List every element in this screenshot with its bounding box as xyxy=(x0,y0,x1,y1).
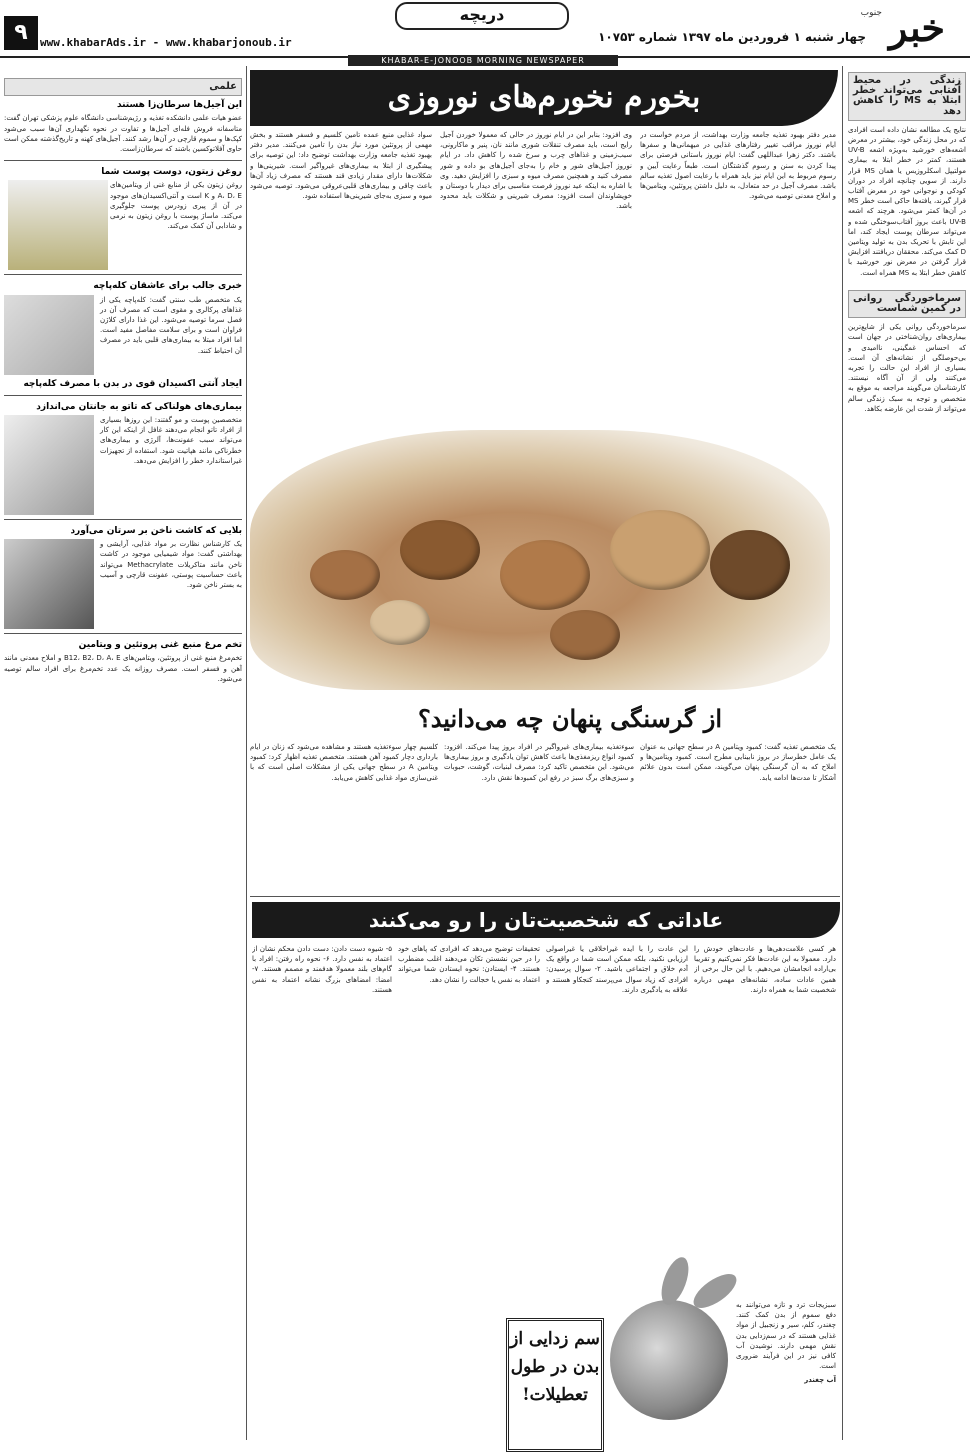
nowruz-col-3-text: سواد غذایی منبع عمده تامین کلسیم و فسفر هستند و بخش مهمی از پروتئین مورد نیاز بدن را تامین می‌کنند. مدیر دفتر بهبود تغذیه جامعه وزارت بهداشت توضیح داد: این توصیه برای پیشگیری از ابتلا به بیماری‌های غیرواگیر است. شیرینی‌ها و شکلات‌ها دارای مقدار زیادی قند هستند که مصرف زیاد آن‌ها باعث چاقی و بیماری‌های قلبی‌عروقی می‌شود. توصیه می‌شود میوه و سبزی به‌جای شیرینی‌ها استفاده شود. xyxy=(250,131,432,201)
hunger-col-1 xyxy=(640,742,836,892)
page-number: ۹ xyxy=(4,16,38,50)
divider xyxy=(4,160,242,161)
kalepache-photo xyxy=(4,295,94,375)
masthead xyxy=(0,0,970,58)
hunger-col-3-text: کلسیم چهار سوءتغذیه هستند و مشاهده می‌شود که زنان در ایام بارداری دچار کمبود آهن هستند. متخصص تغذیه اظهار کرد: کمبود ویتامین A در سطح جهانی یکی از مشکلات اصلی است که با غنی‌سازی مواد غذایی کاهش می‌یابد. xyxy=(250,743,438,782)
hunger-col-1-text: یک متخصص تغذیه گفت: کمبود ویتامین A در سطح جهانی به عنوان یک عامل خطرساز در بروز نابینایی مطرح است. کمبود ویتامین‌ها و املاح که به آن گرسنگی پنهان می‌گویند، ممکن است بدون علائم آشکار تا مدت‌ها ادامه یابد. xyxy=(640,743,836,782)
depression-headline: سرماخوردگی روانی در کمین شماست xyxy=(848,290,966,318)
habits-col-1 xyxy=(694,944,836,1294)
egg-headline: تخم مرغ منبع غنی پروتئین و ویتامین xyxy=(78,640,242,651)
website-urls[interactable]: www.khabarAds.ir - www.khabarjonoub.ir xyxy=(40,36,292,49)
date-line: چهار شنبه ۱ فروردین ماه ۱۳۹۷ شماره ۱۰۷۵۳ xyxy=(598,30,866,44)
tattoo-headline: بیماری‌های هولناکی که تاتو به جانتان می‌اندازد xyxy=(36,401,242,412)
habits-col-4 xyxy=(252,944,392,1294)
nut-shape xyxy=(310,550,380,600)
divider xyxy=(4,395,242,396)
ms-headline: زندگی در محیط آفتابی می‌تواند خطر ابتلا به MS را کاهش دهد xyxy=(848,72,966,121)
detox-title-box: سم زدایی از بدن در طول تعطیلات! xyxy=(506,1318,604,1452)
hunger-col-2 xyxy=(444,742,634,892)
nut-shape xyxy=(610,510,710,590)
detox-body xyxy=(736,1300,836,1440)
nut-shape xyxy=(500,540,590,610)
kalepache-headline: خبری جالب برای عاشقان کله‌پاچه xyxy=(93,281,242,292)
right-column-divider xyxy=(842,66,843,1440)
habits-col-3 xyxy=(398,944,540,1294)
ms-body: نتایج یک مطالعه نشان داده است افرادی که در محل زندگی خود، بیشتر در معرض اشعه‌های خورشید به‌ویژه اشعه UV-B هستند، کمتر در خطر ابتلا به بیماری مولتیپل اسکلروزیس یا همان MS قرار دارند. از سویی چنانچه افراد در دوران کودکی و نوجوانی خود در معرض آفتاب قرار گیرند، یافته‌ها حاکی است خطر MS در آن‌ها کمتر می‌شود. هرچند که اشعه UV-B باعث بروز آفتاب‌سوختگی شده و می‌تواند سرطان پوست ایجاد کند، اما این تابش با تحریک بدن به تولید ویتامین D کمک می‌کند. محققان دریافتند افزایش قرار گرفتن در معرض نور خورشید با کاهش خطر ابتلا به MS همراه است. xyxy=(848,125,966,277)
divider xyxy=(4,633,242,634)
divider xyxy=(4,519,242,520)
antioxidant-subhead: ایجاد آنتی اکسیدان قوی در بدن با مصرف کله‌پاچه xyxy=(23,378,242,389)
divider xyxy=(4,274,242,275)
left-column xyxy=(4,76,242,1440)
habits-col-1-text: هر کسی علامت‌دهی‌ها و عادت‌های خودش را دارد. معمولا به این عادت‌ها فکر نمی‌کنیم و تقریبا بی‌اراده انجامشان می‌دهیم. با این حال برخی از همین عادات ساده، نشانه‌های مهمی درباره شخصیت شما به همراه دارند. xyxy=(694,945,836,994)
nowruz-col-2 xyxy=(440,130,632,430)
depression-body: سرماخوردگی روانی یکی از شایع‌ترین بیماری‌های روان‌شناختی در جهان است که احساس غمگینی، ناامیدی و بی‌حوصلگی از نشانه‌های آن است. بسیاری از افراد این حالت را تجربه می‌کنند ولی از آن آگاه نیستند. کارشناسان می‌گویند مراجعه به موقع به متخصص و توجه به سبک زندگی سالم می‌تواند از شدت این عارضه بکاهد. xyxy=(848,323,966,413)
nuts-cancer-body: عضو هیات علمی دانشکده تغذیه و رژیم‌شناسی دانشگاه علوم پزشکی تهران گفت: متاسفانه فروش فله‌ای آجیل‌ها و تفاوت در نحوه نگهداری آن‌ها سبب می‌شود کپک‌ها و سموم قارچی در آن‌ها رشد کنند. آجیل‌های کهنه و تاریخ‌گذشته ممکن است حاوی آفلاتوکسین باشند که سرطان‌زاست. xyxy=(4,114,242,154)
egg-body: تخم‌مرغ منبع غنی از پروتئین، ویتامین‌های B12، B2، D، A، E و املاح معدنی مانند آهن و فسفر است. مصرف روزانه یک عدد تخم‌مرغ برای افراد سالم توصیه می‌شود. xyxy=(4,654,242,683)
olive-oil-headline: روغن زیتون، دوست پوست شما xyxy=(101,167,242,178)
tagline: KHABAR-E-JONOOB MORNING NEWSPAPER xyxy=(348,55,618,66)
habits-col-2-text: این عادت را با ایده غیراخلاقی یا غیراصولی ارزیابی نکنید، بلکه ممکن است شما در واقع یک آدم خلاق و اجتماعی باشید. ۲- سوال پرسیدن: افرادی که زیاد سوال می‌پرسند کنجکاو هستند و علاقه به یادگیری دارند. xyxy=(546,945,688,994)
nail-headline: بلایی که کاشت ناخن بر سرتان می‌آورد xyxy=(70,526,242,537)
habits-banner: عاداتی که شخصیت‌تان را رو می‌کنند xyxy=(252,902,840,938)
nut-shape xyxy=(370,600,430,645)
habits-col-4-text: ۵- شیوه دست دادن: دست دادن محکم نشان از اعتماد به نفس دارد. ۶- نحوه راه رفتن: افراد با گام‌های بلند معمولا هدفمند و مصمم هستند. ۷- امضا: امضاهای بزرگ نشانه اعتماد به نفس هستند. xyxy=(252,945,392,994)
nut-shape xyxy=(550,610,620,660)
beet-photo xyxy=(610,1300,728,1420)
olive-oil-photo xyxy=(8,180,108,270)
nowruz-col-2-text: وی افزود: بنابر این در ایام نوروز در حالی که معمولا خوردن آجیل رایج است، باید مصرف تنقلات شوری مانند نان، پنیر و ماکارونی، سیب‌زمینی و غذاهای چرب و سرخ شده را کاهش داد. در ایام نوروز آجیل‌های شور و خام را به‌جای آجیل‌های بو داده و شور مصرف کنید و همچنین مصرف میوه و سبزی را افزایش دهید. وی با اشاره به اینکه عید نوروز فرصت مناسبی برای دیدار با دوستان و خویشاوندان است افزود: مصرف شیرینی و شکلات باید محدود باشد. xyxy=(440,131,632,211)
hunger-title: از گرسنگی پنهان چه می‌دانید؟ xyxy=(417,704,723,733)
section-title: دریچه xyxy=(395,2,569,30)
nowruz-col-1 xyxy=(640,130,836,430)
left-column-divider xyxy=(246,66,247,1440)
right-column xyxy=(848,70,966,1440)
logo: خبر xyxy=(889,5,945,50)
hunger-col-3 xyxy=(250,742,438,892)
kalepache-body: یک متخصص طب سنتی گفت: کله‌پاچه یکی از غذاهای پرکالری و مقوی است که مصرف آن در فصل سرما توصیه می‌شود. این غذا دارای کلاژن فراوان است و برای سلامت مفاصل مفید است. اما افراد مبتلا به بیماری‌های قلبی باید در مصرف آن احتیاط کنند. xyxy=(100,295,242,355)
habits-col-2 xyxy=(546,944,688,1294)
nuts-photo xyxy=(250,430,830,690)
olive-oil-body: روغن زیتون یکی از منابع غنی از ویتامین‌های A، D، E و K است و آنتی‌اکسیدان‌های موجود در آن از پیری زودرس پوست جلوگیری می‌کند. ماساژ پوست با روغن زیتون به نرمی و شادابی آن کمک می‌کند. xyxy=(110,181,242,231)
tattoo-body: متخصصین پوست و مو گفتند: این روزها بسیاری از افراد تاتو انجام می‌دهند غافل از اینکه این کار می‌تواند سبب عفونت‌ها، آلرژی و بیماری‌های خطرناکی مانند هپاتیت شود. استفاده از تجهیزات غیراستاندارد خطر را افزایش می‌دهد. xyxy=(100,416,242,465)
nut-shape xyxy=(400,520,480,580)
nowruz-col-3 xyxy=(250,130,432,430)
nuts-cancer-headline: این آجیل‌ها سرطان‌زا هستند xyxy=(116,100,242,111)
nowruz-col-1-text: مدیر دفتر بهبود تغذیه جامعه وزارت بهداشت، از مردم خواست در ایام نوروز مراقب تغییر رفتارهای غذایی در میهمانی‌ها و سفرها باشند. دکتر زهرا عبداللهی گفت: ایام نوروز باستانی فرصتی برای پیدا کردن به سنن و رسوم گذشتگان است. طبعاً رعایت آیین و رسوم مربوط به این ایام نیز باید همراه با رعایت اصول تغذیه سالم باشد. مصرف آجیل در حد متعادل، به دلیل داشتن پروتئین، ویتامین‌ها و املاح معدنی توصیه می‌شود. xyxy=(640,131,836,201)
habits-col-3-text: تحقیقات توضیح می‌دهد که افرادی که پاهای خود را در حین نشستن تکان می‌دهند اغلب مضطرب هستند. ۴- ایستادن: نحوه ایستادن شما می‌تواند اعتماد به نفس یا خجالت را نشان دهد. xyxy=(398,945,540,984)
tattoo-photo xyxy=(4,415,94,515)
beet-caption: آب چغندر xyxy=(804,1376,836,1385)
logo-subtitle: جنوب xyxy=(860,8,882,18)
science-tag: علمی xyxy=(4,78,242,96)
detox-body-text: سبزیجات ترد و تازه می‌توانند به دفع سموم از بدن کمک کنند. چغندر، کلم، سیر و زنجبیل از مواد غذایی هستند که در سم‌زدایی بدن نقش مهمی دارند. نوشیدن آب کافی نیز در این فرآیند ضروری است. xyxy=(736,1301,836,1371)
hunger-col-2-text: سوءتغذیه بیماری‌های غیرواگیر در افراد بروز پیدا می‌کند. افزود: کمبود انواع ریزمغذی‌ها باعث کاهش توان یادگیری و بروز بیماری‌ها می‌شود. این متخصص تاکید کرد: مصرف لبنیات، گوشت، حبوبات و سبزی‌های برگ سبز در رفع این کمبودها نقش دارد. xyxy=(444,743,634,782)
section-divider xyxy=(250,896,840,897)
nut-shape xyxy=(710,530,790,600)
nail-photo xyxy=(4,539,94,629)
nail-body: یک کارشناس نظارت بر مواد غذایی، آرایشی و بهداشتی گفت: مواد شیمیایی موجود در کاشت ناخن مانند متاکریلات Methacrylate می‌تواند باعث حساسیت پوستی، عفونت قارچی و آسیب به بستر ناخن شود. xyxy=(100,540,242,590)
nowruz-banner: بخورم نخورم‌های نوروزی xyxy=(250,70,838,126)
